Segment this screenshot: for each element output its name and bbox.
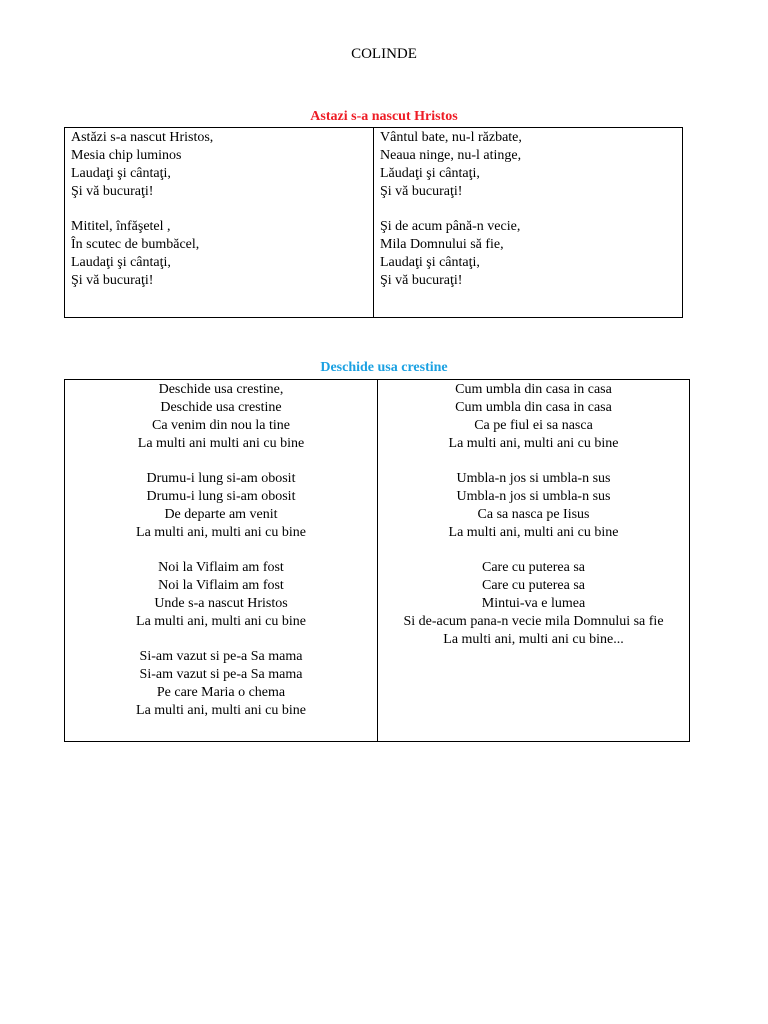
lyrics-column-right bbox=[373, 128, 682, 317]
lyric-line: La multi ani, multi ani cu bine bbox=[136, 703, 306, 718]
stanza-gap bbox=[67, 631, 375, 648]
stanza bbox=[71, 218, 367, 290]
stanza bbox=[380, 470, 687, 542]
lyric-line: De departe am venit bbox=[164, 507, 278, 522]
stanza-gap bbox=[67, 542, 375, 559]
lyric-line: Mititel, înfăşetel , bbox=[71, 219, 171, 234]
stanza-gap bbox=[380, 542, 687, 559]
lyric-line: Laudaţi şi cântaţi, bbox=[380, 255, 480, 270]
lyric-line: Laudaţi şi cântaţi, bbox=[71, 166, 171, 181]
lyrics-column-left bbox=[65, 128, 373, 317]
lyric-line: Şi vă bucuraţi! bbox=[71, 184, 154, 199]
lyric-line: Si de-acum pana-n vecie mila Domnului sa fie bbox=[403, 614, 664, 629]
lyric-line: La multi ani multi ani cu bine bbox=[137, 436, 305, 451]
stanza-gap bbox=[380, 453, 687, 470]
lyric-line: Laudaţi şi cântaţi, bbox=[71, 255, 171, 270]
stanza-gap bbox=[67, 453, 375, 470]
stanza bbox=[380, 559, 687, 649]
stanza bbox=[71, 129, 367, 201]
lyric-line: Mesia chip luminos bbox=[71, 148, 182, 163]
lyric-line: Astăzi s-a nascut Hristos, bbox=[71, 130, 214, 145]
lyric-line: La multi ani, multi ani cu bine bbox=[448, 525, 619, 540]
stanza bbox=[67, 381, 375, 453]
lyric-line: Deschide usa crestine bbox=[160, 400, 282, 415]
song-title-deschide: Deschide usa crestine bbox=[320, 360, 448, 375]
lyric-line: Şi vă bucuraţi! bbox=[71, 273, 154, 288]
lyric-line: Şi vă bucuraţi! bbox=[380, 184, 463, 199]
lyric-line: La multi ani, multi ani cu bine... bbox=[443, 632, 624, 647]
lyrics-table-astazi bbox=[64, 127, 683, 318]
lyric-line: Ca venim din nou la tine bbox=[151, 418, 291, 433]
document-title: COLINDE bbox=[351, 46, 417, 62]
lyric-line: Noi la Viflaim am fost bbox=[158, 578, 284, 593]
lyric-line: Mila Domnului să fie, bbox=[380, 237, 504, 252]
lyric-line: Lăudaţi şi cântaţi, bbox=[380, 166, 480, 181]
lyric-line: Neaua ninge, nu-l atinge, bbox=[380, 148, 522, 163]
lyrics-table-deschide bbox=[64, 379, 690, 742]
lyric-line: Pe care Maria o chema bbox=[156, 685, 286, 700]
lyric-line: Ca sa nasca pe Iisus bbox=[477, 507, 590, 522]
song-title-astazi: Astazi s-a nascut Hristos bbox=[310, 109, 458, 124]
lyric-line: Care cu puterea sa bbox=[482, 578, 585, 593]
lyric-line: Umbla-n jos si umbla-n sus bbox=[456, 489, 611, 504]
stanza-gap bbox=[380, 201, 676, 218]
stanza bbox=[67, 470, 375, 542]
stanza bbox=[380, 218, 676, 290]
stanza bbox=[380, 381, 687, 453]
lyric-line: Şi de acum până-n vecie, bbox=[380, 219, 521, 234]
lyric-line: La multi ani, multi ani cu bine bbox=[136, 614, 306, 629]
lyric-line: Care cu puterea sa bbox=[482, 560, 585, 575]
lyric-line: Vântul bate, nu-l răzbate, bbox=[380, 130, 522, 145]
lyric-line: Noi la Viflaim am fost bbox=[158, 560, 284, 575]
stanza bbox=[67, 559, 375, 631]
lyric-line: Umbla-n jos si umbla-n sus bbox=[456, 471, 611, 486]
lyrics-column-left bbox=[65, 380, 377, 741]
lyric-line: Cum umbla din casa in casa bbox=[455, 400, 612, 415]
lyric-line: Ca pe fiul ei sa nasca bbox=[474, 418, 593, 433]
stanza-gap bbox=[71, 201, 367, 218]
stanza bbox=[380, 129, 676, 201]
lyric-line: Mintui-va e lumea bbox=[481, 596, 586, 611]
lyric-line: Cum umbla din casa in casa bbox=[455, 382, 612, 397]
stanza bbox=[67, 648, 375, 720]
lyrics-column-right bbox=[377, 380, 689, 741]
lyric-line: La multi ani, multi ani cu bine bbox=[448, 436, 619, 451]
lyric-line: În scutec de bumbăcel, bbox=[71, 237, 200, 252]
lyric-line: Unde s-a nascut Hristos bbox=[154, 596, 288, 611]
lyric-line: La multi ani, multi ani cu bine bbox=[136, 525, 306, 540]
lyric-line: Drumu-i lung si-am obosit bbox=[146, 471, 296, 486]
lyric-line: Drumu-i lung si-am obosit bbox=[146, 489, 296, 504]
lyric-line: Şi vă bucuraţi! bbox=[380, 273, 463, 288]
lyric-line: Si-am vazut si pe-a Sa mama bbox=[139, 649, 303, 664]
lyric-line: Deschide usa crestine, bbox=[158, 382, 284, 397]
lyric-line: Si-am vazut si pe-a Sa mama bbox=[139, 667, 303, 682]
